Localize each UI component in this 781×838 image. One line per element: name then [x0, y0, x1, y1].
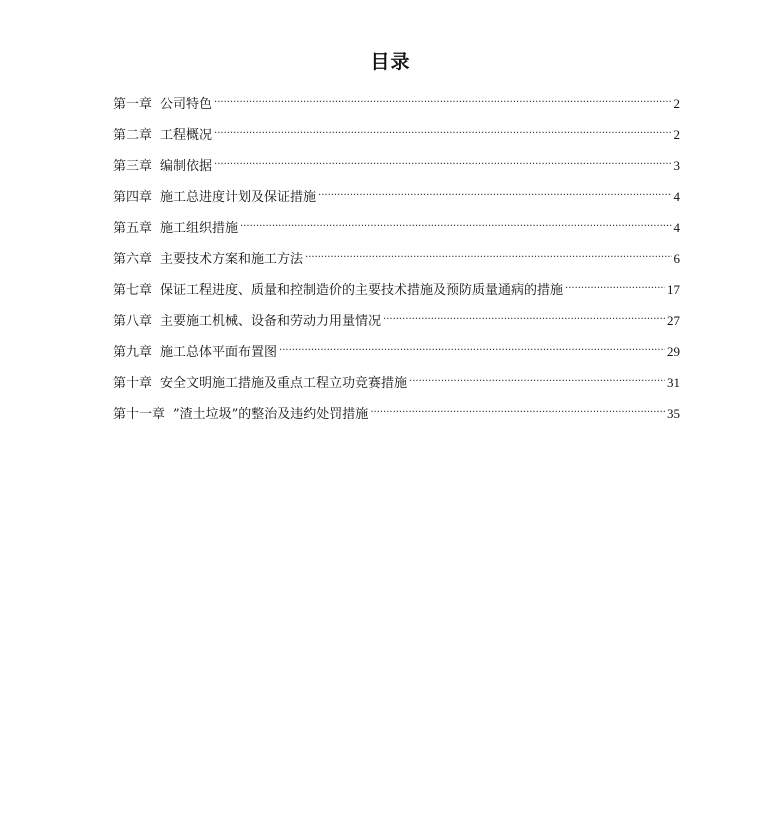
- toc-entry-2[interactable]: [113, 121, 680, 152]
- toc-page-number: 35: [667, 406, 680, 421]
- toc-chapter-title: 编制依据: [160, 159, 213, 174]
- toc-page-number: 2: [673, 127, 680, 142]
- toc-chapter-title: 工程概况: [160, 128, 213, 143]
- toc-page-number: 6: [673, 251, 680, 266]
- toc-leader-dots: [383, 307, 665, 325]
- toc-entry-1[interactable]: [113, 90, 680, 121]
- toc-page-number: 4: [673, 220, 680, 235]
- toc-entry-8[interactable]: [113, 307, 680, 338]
- toc-chapter-number: 第二章: [113, 128, 153, 143]
- toc-page-number: 3: [673, 158, 680, 173]
- toc-chapter-number: 第十章: [113, 376, 153, 391]
- toc-entry-9[interactable]: [113, 338, 680, 369]
- toc-page-number: 17: [667, 282, 680, 297]
- toc-entry-6[interactable]: [113, 245, 680, 276]
- toc-leader-dots: [370, 400, 665, 418]
- toc-chapter-title: 公司特色: [160, 97, 213, 112]
- toc-entry-4[interactable]: [113, 183, 680, 214]
- toc-leader-dots: [565, 276, 665, 294]
- toc-chapter-title: 安全文明施工措施及重点工程立功竞赛措施: [160, 376, 408, 391]
- toc-page-number: 27: [667, 313, 680, 328]
- toc-leader-dots: [409, 369, 665, 387]
- toc-leader-dots: [279, 338, 665, 356]
- toc-page-number: 31: [667, 375, 680, 390]
- page-title: 目录: [370, 51, 411, 73]
- toc-leader-dots: [214, 121, 671, 139]
- table-of-contents: [113, 90, 680, 431]
- toc-chapter-title: ”渣土垃圾”的整治及违约处罚措施: [173, 407, 369, 422]
- toc-leader-dots: [318, 183, 671, 201]
- toc-entry-11[interactable]: [113, 400, 680, 431]
- toc-chapter-number: 第一章: [113, 97, 153, 112]
- toc-leader-dots: [214, 90, 671, 108]
- toc-leader-dots: [214, 152, 671, 170]
- toc-chapter-title: 施工总进度计划及保证措施: [160, 190, 317, 205]
- toc-leader-dots: [240, 214, 671, 232]
- toc-chapter-number: 第九章: [113, 345, 153, 360]
- toc-entry-3[interactable]: [113, 152, 680, 183]
- toc-chapter-number: 第三章: [113, 159, 153, 174]
- toc-chapter-title: 主要施工机械、设备和劳动力用量情况: [160, 314, 382, 329]
- toc-leader-dots: [305, 245, 671, 263]
- toc-chapter-title: 保证工程进度、质量和控制造价的主要技术措施及预防质量通病的措施: [160, 283, 564, 298]
- toc-chapter-title: 施工总体平面布置图: [160, 345, 278, 360]
- toc-page-number: 2: [673, 96, 680, 111]
- toc-page-number: 4: [673, 189, 680, 204]
- toc-chapter-number: 第八章: [113, 314, 153, 329]
- toc-entry-7[interactable]: [113, 276, 680, 307]
- toc-chapter-title: 施工组织措施: [160, 221, 239, 236]
- toc-page-number: 29: [667, 344, 680, 359]
- toc-chapter-title: 主要技术方案和施工方法: [160, 252, 304, 267]
- toc-chapter-number: 第五章: [113, 221, 153, 236]
- toc-chapter-number: 第四章: [113, 190, 153, 205]
- toc-chapter-number: 第十一章: [113, 407, 166, 422]
- toc-chapter-number: 第七章: [113, 283, 153, 298]
- toc-entry-5[interactable]: [113, 214, 680, 245]
- toc-chapter-number: 第六章: [113, 252, 153, 267]
- toc-entry-10[interactable]: [113, 369, 680, 400]
